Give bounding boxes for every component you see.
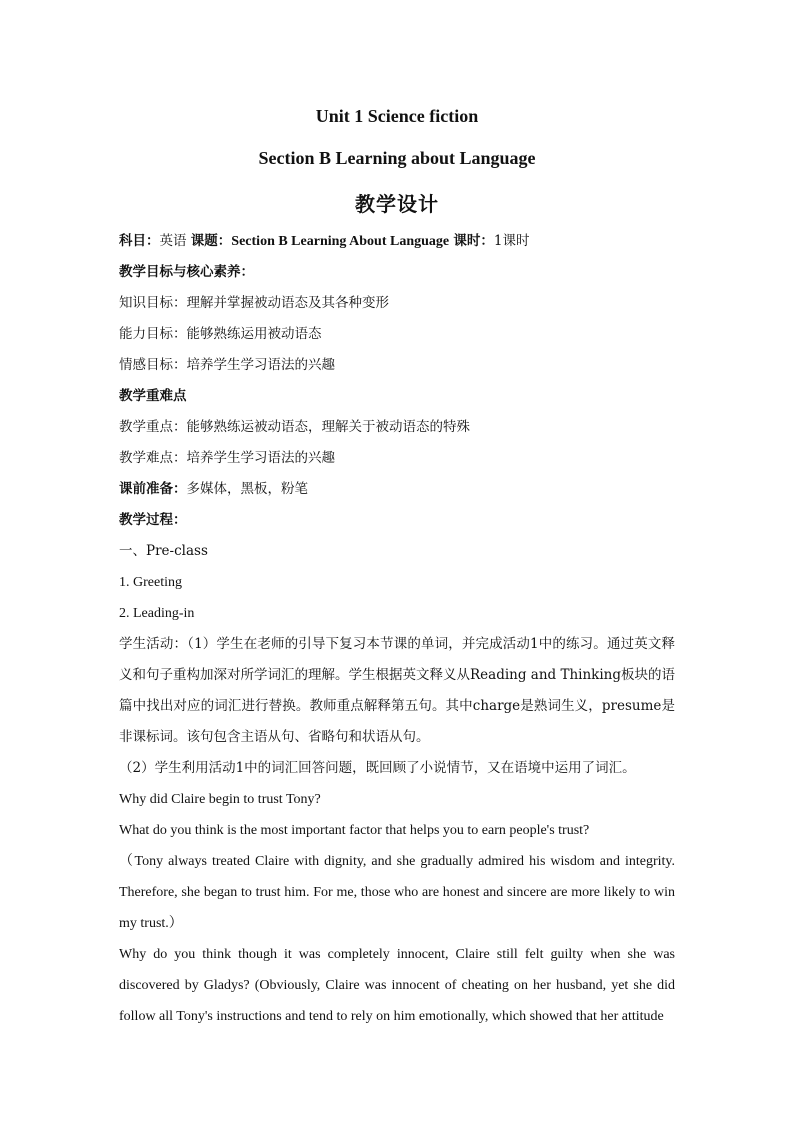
- topic-value: Section B Learning About Language: [231, 234, 450, 249]
- document-body: [119, 226, 675, 1032]
- prep-value: 多媒体，黑板，粉笔: [186, 481, 308, 497]
- subject-label: 科目：: [119, 233, 160, 249]
- period-label: 课时：: [453, 233, 494, 249]
- document-title: Unit 1 Science fiction: [315, 106, 479, 126]
- document-title-cn: 教学设计: [355, 192, 439, 216]
- meta-line: [119, 226, 675, 257]
- activity-1: 学生活动：（1）学生在老师的引导下复习本节课的单词，并完成活动1中的练习。通过英文释义和句子重构加深对所学词汇的理解。学生根据英文释义从Reading and Thinking板块的语篇中找出对应的词汇进行替换。教师重点解释第五句。其中charge是熟词生义，presume是非课标词。该句包含主语从句、省略句和状语从句。: [119, 636, 676, 745]
- subject-value: 英语: [159, 233, 187, 249]
- topic-label: 课题：: [190, 233, 232, 249]
- goal-emotion: 情感目标：培养学生学习语法的兴趣: [119, 357, 335, 373]
- activity-2: （2）学生利用活动1中的词汇回答问题，既回顾了小说情节，又在语境中运用了词汇。: [119, 760, 636, 776]
- goals-heading: 教学目标与核心素养：: [119, 264, 254, 280]
- answer-2: （Tony always treated Claire with dignity, and she gradually admired his wisdom and integrity. Therefore, she began to trust him. For me, those who are honest and sincere are more likely to win my trust.）: [119, 854, 675, 931]
- goal-knowledge: 知识目标：理解并掌握被动语态及其各种变形: [119, 295, 389, 311]
- key-point: 教学重点：能够熟练运被动语态，理解关于被动语态的特殊: [119, 419, 470, 435]
- prep-label: 课前准备：: [119, 481, 187, 497]
- process-heading: 教学过程：: [119, 512, 187, 528]
- key-heading: 教学重难点: [119, 388, 187, 404]
- process-step1: 1. Greeting: [119, 575, 182, 590]
- question-1: Why did Claire begin to trust Tony?: [119, 792, 321, 807]
- goal-ability: 能力目标：能够熟练运用被动语态: [119, 326, 322, 342]
- period-value: 1课时: [493, 233, 530, 249]
- document-subtitle: Section B Learning about Language: [258, 148, 536, 168]
- prep-line: [119, 474, 675, 505]
- process-step2: 2. Leading-in: [119, 606, 195, 621]
- process-part1: 一、Pre-class: [119, 543, 208, 559]
- question-3: Why do you think though it was completely innocent, Claire still felt guilty when she was discovered by Gladys? (Obviously, Claire was innocent of cheating on her husband, yet she did follow all Tony's instructions and tend to rely on him emotionally, which showed that her attitude: [119, 947, 675, 1024]
- question-2: What do you think is the most important factor that helps you to earn people's trust?: [119, 823, 590, 838]
- difficult-point: 教学难点：培养学生学习语法的兴趣: [119, 450, 335, 466]
